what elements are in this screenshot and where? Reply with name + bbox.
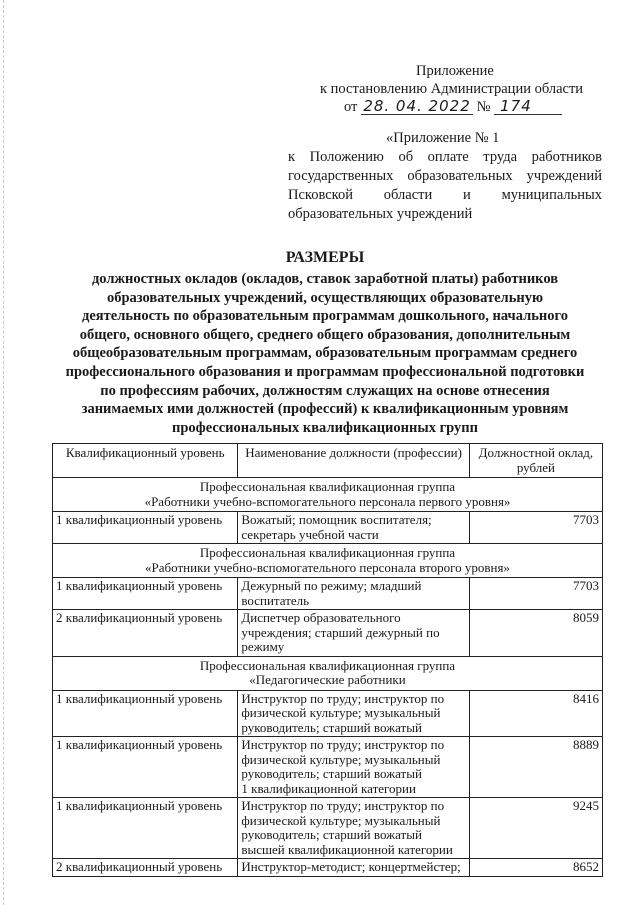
table-row	[53, 578, 603, 610]
position-cell	[238, 610, 469, 657]
salary-cell: 7703	[469, 512, 602, 544]
sub-appendix-line: Псковской области и муниципальных	[288, 187, 602, 203]
position-line: высшей квалификационной категории	[241, 841, 453, 857]
position-cell	[238, 578, 469, 610]
salary-table	[52, 443, 603, 877]
position-line: руководитель; старший вожатый	[241, 827, 422, 842]
page-edge	[0, 0, 4, 905]
appendix-title: Приложение	[416, 63, 494, 79]
salary-cell: 7703	[469, 578, 602, 610]
position-line: 1 квалификационной категории	[241, 780, 416, 796]
level-cell: 1 квалификационный уровень	[53, 737, 238, 798]
position-line: Инструктор по труду; инструктор по	[241, 737, 445, 752]
table-row	[53, 859, 603, 877]
position-line: воспитатель	[241, 592, 310, 608]
header-salary: Должностной оклад, рублей	[469, 444, 602, 478]
header-level: Квалификационный уровень	[53, 444, 238, 478]
table-row	[53, 737, 603, 798]
group-name: «Работники учебно-вспомогательного персонала первого уровня»	[144, 493, 511, 509]
salary-cell: 8416	[469, 690, 602, 737]
appendix-block	[316, 62, 606, 116]
level-cell: 2 квалификационный уровень	[53, 610, 238, 657]
salary-cell: 9245	[469, 798, 602, 859]
subtitle-line: занимаемых ими должностей (профессий) к квалификационным уровням	[81, 401, 569, 418]
subtitle-line: общеобразовательным программам, образовательным программам среднего	[72, 345, 578, 362]
group-row	[53, 544, 603, 578]
position-line: Вожатый; помощник воспитателя;	[241, 512, 432, 527]
group-cell	[53, 478, 603, 512]
position-line: физической культуре; музыкальный	[241, 751, 441, 767]
subtitle-line: деятельность по образовательным программам дошкольного, начального	[82, 308, 568, 325]
table-header-row	[53, 444, 603, 478]
salary-cell: 8652	[469, 859, 602, 877]
subtitle-line: профессионального образования и программам профессиональной подготовки	[65, 363, 585, 380]
position-cell	[238, 512, 469, 544]
position-line: Диспетчер образовательного	[241, 610, 401, 625]
group-cell	[53, 544, 603, 578]
subtitle-line: образовательных учреждений, осуществляющих образовательную	[106, 289, 544, 306]
position-line: секретарь учебной части	[241, 526, 379, 542]
handwritten-number: 174	[494, 99, 562, 115]
position-line: физической культуре; музыкальный	[241, 705, 441, 720]
level-cell: 1 квалификационный уровень	[53, 512, 238, 544]
table-row	[53, 610, 603, 657]
position-line: физической культуре; музыкальный	[241, 812, 441, 828]
salary-cell: 8889	[469, 737, 602, 798]
sub-appendix-title: «Приложение № 1	[386, 130, 500, 146]
group-title: Профессиональная квалификационная группа	[199, 545, 456, 560]
group-title: Профессиональная квалификационная группа	[199, 657, 456, 673]
position-line: Инструктор-методист; концертмейстер;	[241, 859, 461, 874]
position-cell	[238, 737, 469, 798]
sub-appendix-line: государственных образовательных учреждений	[288, 168, 602, 184]
group-name: «Работники учебно-вспомогательного персонала второго уровня»	[145, 559, 510, 575]
group-row	[53, 656, 603, 690]
number-label: №	[476, 99, 491, 115]
level-cell: 1 квалификационный уровень	[53, 798, 238, 859]
group-title: Профессиональная квалификационная группа	[199, 479, 456, 494]
subtitle-line: общего, основного общего, среднего общего образования, дополнительным	[79, 326, 571, 343]
subtitle-line: должностных окладов (окладов, ставок заработной платы) работников	[91, 271, 559, 287]
position-line: Инструктор по труду; инструктор по	[241, 798, 445, 813]
position-cell	[238, 690, 469, 737]
position-line: учреждения; старший дежурный по	[241, 624, 440, 640]
table-row	[53, 690, 603, 737]
appendix-decree: к постановлению Администрации области	[320, 81, 584, 97]
document-title: РАЗМЕРЫ	[285, 249, 365, 266]
level-cell: 2 квалификационный уровень	[53, 859, 238, 877]
sub-appendix-line: образовательных учреждений	[288, 206, 473, 222]
position-line: руководитель; старший вожатый	[241, 719, 422, 735]
handwritten-date: 28. 04. 2022	[361, 99, 473, 115]
document-title-block	[40, 248, 610, 437]
sub-appendix-line: к Положению об оплате труда работников	[288, 149, 602, 165]
position-line: руководитель; старший вожатый	[241, 766, 422, 781]
table-row	[53, 798, 603, 859]
appendix-date-line	[344, 98, 606, 116]
document-subtitle	[40, 270, 610, 437]
level-cell: 1 квалификационный уровень	[53, 690, 238, 737]
group-cell	[53, 656, 603, 690]
subtitle-line: по профессиям рабочих, должностям служащих на основе отнесения	[100, 382, 550, 399]
group-row	[53, 478, 603, 512]
table-row	[53, 512, 603, 544]
position-line: Инструктор по труду; инструктор по	[241, 690, 445, 706]
group-name: «Педагогические работники	[249, 672, 406, 687]
from-label: от	[344, 99, 358, 115]
position-cell	[238, 859, 469, 877]
position-cell	[238, 798, 469, 859]
sub-appendix-block	[288, 129, 602, 224]
header-position: Наименование должности (профессии)	[238, 444, 469, 478]
level-cell: 1 квалификационный уровень	[53, 578, 238, 610]
position-line: Дежурный по режиму; младший	[241, 578, 422, 593]
position-line: режиму	[241, 639, 285, 654]
salary-cell: 8059	[469, 610, 602, 657]
subtitle-line: профессиональных квалификационных групп	[172, 419, 478, 436]
